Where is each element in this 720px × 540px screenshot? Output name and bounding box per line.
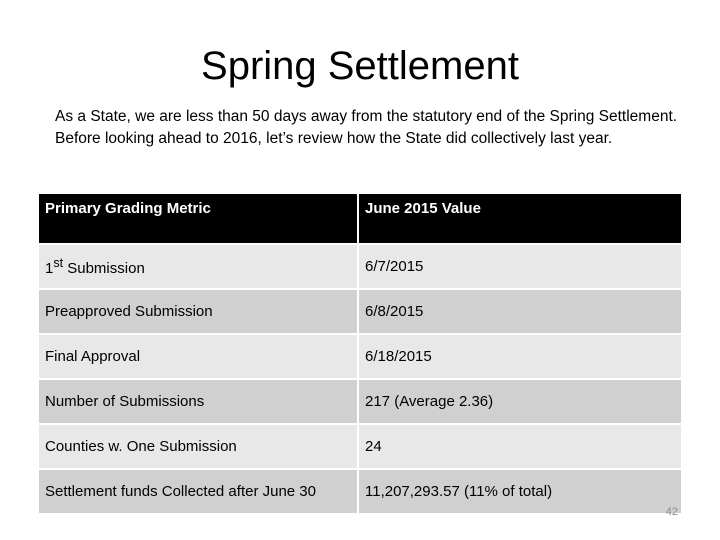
metric-cell: Number of Submissions: [38, 379, 358, 424]
value-cell: 217 (Average 2.36): [358, 379, 682, 424]
slide-title: Spring Settlement: [201, 44, 519, 88]
intro-paragraph: As a State, we are less than 50 days away from the statutory end of the Spring Settlement. Before looking ahead to 2016, let’s review how the State did collectively last year.: [55, 108, 678, 147]
value-cell: 6/7/2015: [358, 244, 682, 289]
value-cell: 11,207,293.57 (11% of total): [358, 469, 682, 514]
metric-cell: Counties w. One Submission: [38, 424, 358, 469]
table-header-row: [38, 193, 682, 244]
metric-cell: [38, 244, 358, 289]
metric-prefix: 1: [45, 260, 54, 277]
metrics-table: [37, 192, 683, 515]
table-row: [38, 424, 682, 469]
metric-cell: Settlement funds Collected after June 30: [38, 469, 358, 514]
header-metric: Primary Grading Metric: [38, 193, 358, 244]
value-cell: 6/18/2015: [358, 334, 682, 379]
table-row: [38, 244, 682, 289]
metric-superscript: st: [53, 256, 64, 270]
table-row: [38, 289, 682, 334]
value-cell: 6/8/2015: [358, 289, 682, 334]
page-number: 42: [665, 506, 678, 518]
table-row: [38, 334, 682, 379]
header-value: June 2015 Value: [358, 193, 682, 244]
table-row: [38, 469, 682, 514]
metric-label: Submission: [63, 260, 145, 277]
value-cell: 24: [358, 424, 682, 469]
table-row: [38, 379, 682, 424]
metric-cell: Preapproved Submission: [38, 289, 358, 334]
metric-cell: Final Approval: [38, 334, 358, 379]
